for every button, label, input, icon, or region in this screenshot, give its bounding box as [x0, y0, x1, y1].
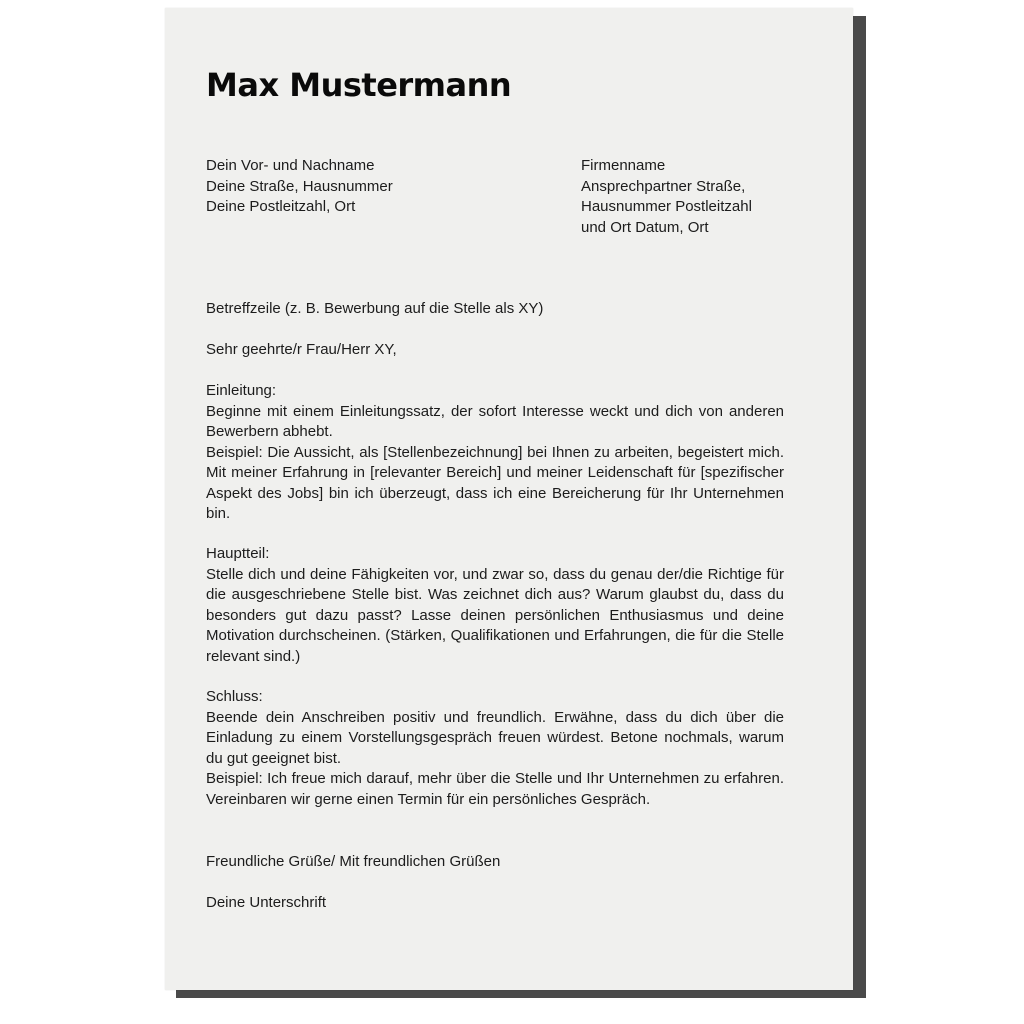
- main-heading: Hauptteil:: [206, 545, 270, 562]
- intro-text: Beginne mit einem Einleitungssatz, der sofort Interesse weckt und dich von anderen Bewerbern abhebt.: [206, 402, 784, 440]
- subject-line: Betreffzeile (z. B. Bewerbung auf die Stelle als XY): [206, 300, 544, 317]
- recipient-company-line: Firmenname: [581, 157, 666, 174]
- sender-street-line: Deine Straße, Hausnummer: [206, 177, 393, 195]
- recipient-address-line: Hausnummer Postleitzahl: [581, 198, 752, 215]
- closing-section: [206, 687, 784, 810]
- letter-page: [165, 8, 853, 990]
- intro-heading: Einleitung:: [206, 382, 277, 399]
- applicant-name: Max Mustermann: [206, 66, 512, 104]
- sender-name-line: Dein Vor- und Nachname: [206, 157, 375, 174]
- recipient-date-line: und Ort Datum, Ort: [581, 218, 709, 236]
- sender-address: [206, 156, 506, 218]
- closing-example: Beispiel: Ich freue mich darauf, mehr über die Stelle und Ihr Unternehmen zu erfahren. Vereinbaren wir gerne einen Termin für ein persönliches Gespräch.: [206, 770, 784, 808]
- sender-city-line: Deine Postleitzahl, Ort: [206, 198, 356, 215]
- intro-section: [206, 381, 784, 525]
- recipient-contact-line: Ansprechpartner Straße,: [581, 177, 746, 195]
- salutation: Sehr geehrte/r Frau/Herr XY,: [206, 341, 397, 358]
- main-section: [206, 544, 784, 667]
- valediction: Freundliche Grüße/ Mit freundlichen Grüßen: [206, 853, 501, 870]
- recipient-address: [581, 156, 801, 238]
- closing-text: Beende dein Anschreiben positiv und freundlich. Erwähne, dass du dich über die Einladung zu einem Vorstellungsgespräch freuen würdest. Betone nochmals, warum du gut geeignet bist.: [206, 708, 784, 767]
- intro-example: Beispiel: Die Aussicht, als [Stellenbezeichnung] bei Ihnen zu arbeiten, begeistert mich. Mit meiner Erfahrung in [relevanter Bereich] und meiner Leidenschaft für [spezifischer Aspekt des Jobs] bin ich überzeugt, dass ich eine Bereicherung für Ihr Unternehmen bin.: [206, 443, 784, 522]
- signature-placeholder: Deine Unterschrift: [206, 894, 327, 911]
- main-text: Stelle dich und deine Fähigkeiten vor, und zwar so, dass du genau der/die Richtige für die ausgeschriebene Stelle bist. Was zeichnet dich aus? Warum glaubst du, dass du besonders gut dazu passt? Lasse deinen persönlichen Enthusiasmus und deine Motivation durchscheinen. (Stärken, Qualifikationen und Erfahrungen, die für die Stelle relevant sind.): [206, 565, 784, 665]
- closing-heading: Schluss:: [206, 688, 263, 705]
